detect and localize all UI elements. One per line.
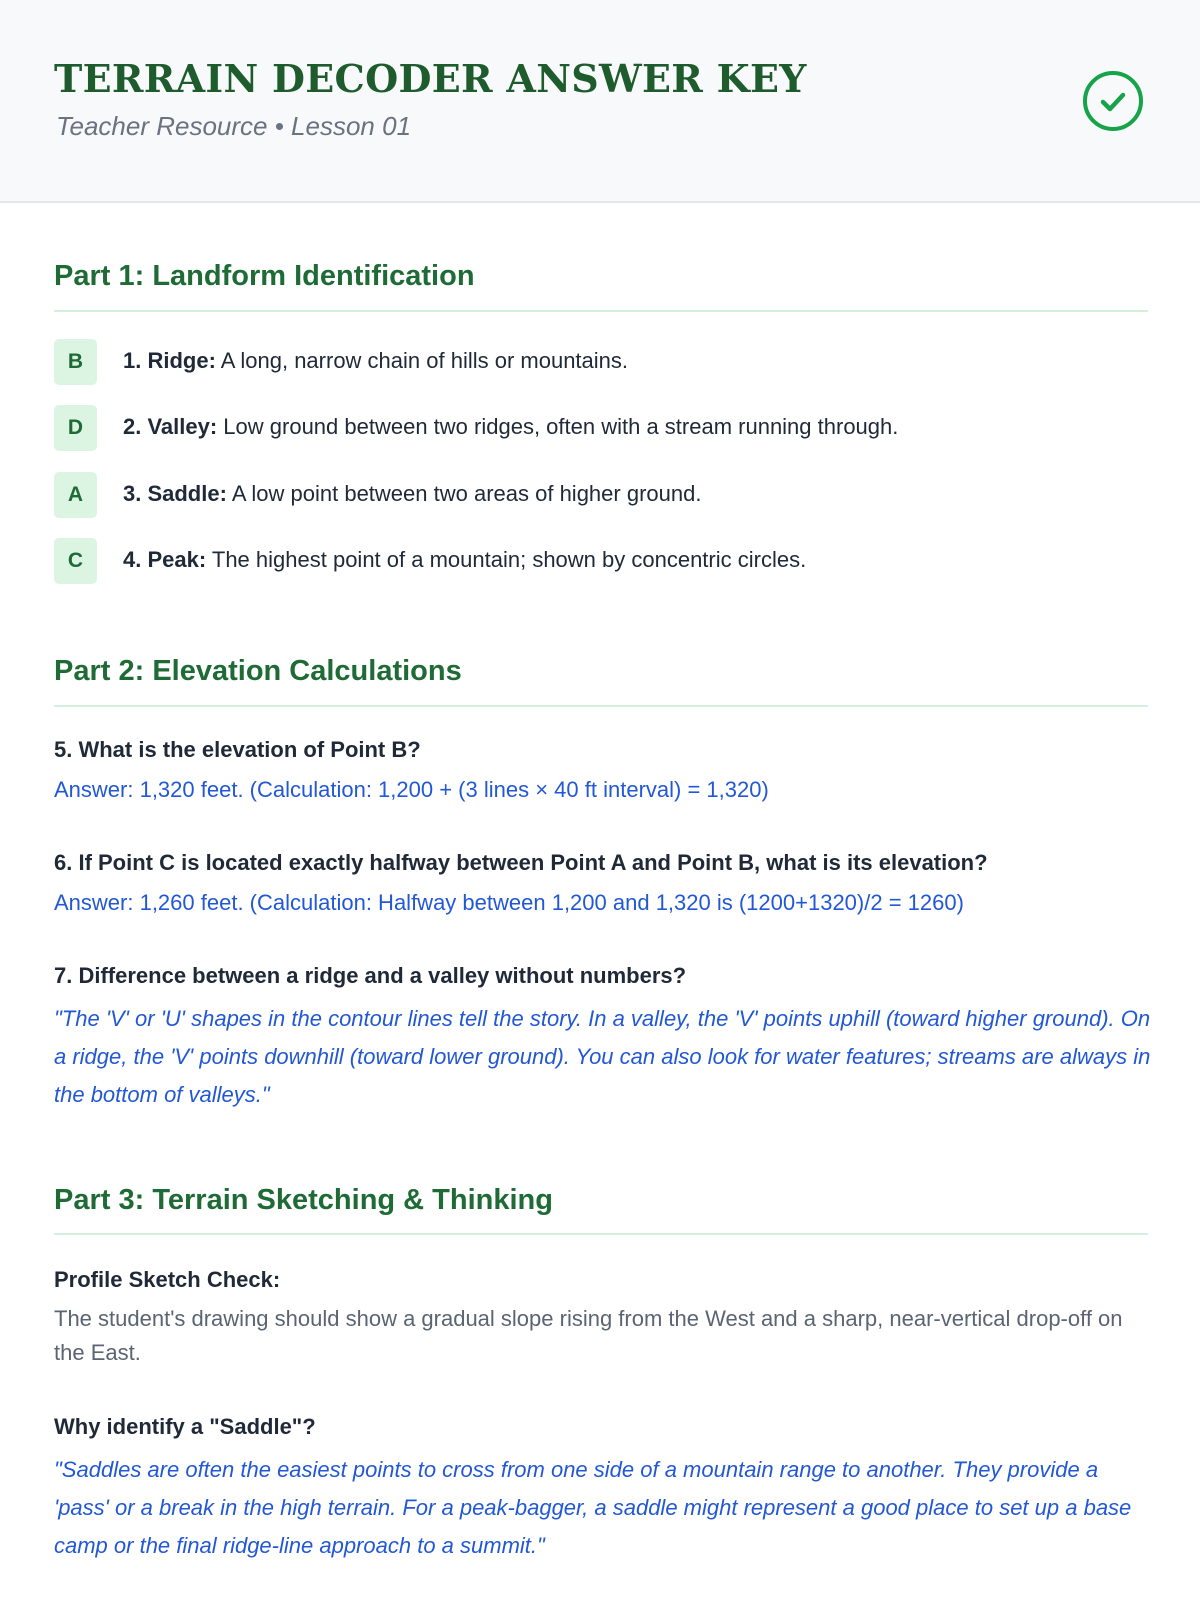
definition: Low ground between two ridges, often with a stream running through. (217, 414, 899, 439)
section-divider (54, 310, 1148, 312)
question-7: 7. Difference between a ridge and a valley without numbers? (54, 963, 687, 988)
check-circle-icon (1082, 70, 1144, 132)
saddle-text: "Saddles are often the easiest points to cross from one side of a mountain range to another. They provide a 'pass' or a break in the high terrain. For a peak-bagger, a saddle might represent a good place to set up a base camp or the final ridge-line approach to a summit." (54, 1457, 1132, 1558)
page-title: TERRAIN DECODER ANSWER KEY (54, 56, 807, 101)
definition: A long, narrow chain of hills or mountains. (215, 348, 629, 373)
definition: A low point between two areas of higher ground. (226, 481, 702, 506)
list-item (54, 405, 1148, 451)
header (0, 0, 1200, 203)
section-divider (54, 1233, 1148, 1235)
answer-7: "The 'V' or 'U' shapes in the contour lines tell the story. In a valley, the 'V' points uphill (toward higher ground). On a ridge, the 'V' points downhill (toward lower ground). You can also look for water features; streams are always in the bottom of valleys." (54, 1006, 1151, 1107)
section-title-part3: Part 3: Terrain Sketching & Thinking (54, 1184, 553, 1216)
section-divider (54, 705, 1148, 707)
sketch-heading: Profile Sketch Check: (54, 1267, 281, 1292)
question-5: 5. What is the elevation of Point B? (54, 737, 421, 762)
saddle-heading: Why identify a "Saddle"? (54, 1414, 316, 1439)
list-item-text (123, 481, 701, 507)
term: 1. Ridge: (123, 348, 216, 373)
answer-badge: A (54, 472, 97, 518)
answer-5: Answer: 1,320 feet. (Calculation: 1,200 + (3 lines × 40 ft interval) = 1,320) (54, 777, 769, 802)
page-subtitle: Teacher Resource • Lesson 01 (56, 111, 412, 141)
section-title-part2: Part 2: Elevation Calculations (54, 655, 462, 687)
answer-badge: D (54, 405, 97, 451)
list-item-text (123, 414, 898, 440)
answer-badge: C (54, 538, 97, 584)
list-item (54, 472, 1148, 518)
term: 2. Valley: (123, 414, 218, 439)
answer-6: Answer: 1,260 feet. (Calculation: Halfway between 1,200 and 1,320 is (1200+1320)/2 = 1260) (54, 890, 964, 915)
term: 4. Peak: (123, 547, 207, 572)
section-title-part1: Part 1: Landform Identification (54, 260, 475, 292)
answer-badge: B (54, 339, 97, 385)
list-item-text (123, 547, 806, 573)
term: 3. Saddle: (123, 481, 227, 506)
definition: The highest point of a mountain; shown by concentric circles. (206, 547, 807, 572)
list-item-text (123, 348, 628, 374)
list-item (54, 538, 1148, 584)
sketch-text: The student's drawing should show a gradual slope rising from the West and a sharp, near-vertical drop-off on the East. (54, 1306, 1123, 1365)
question-6: 6. If Point C is located exactly halfway between Point A and Point B, what is its elevation? (54, 850, 988, 875)
list-item (54, 339, 1148, 385)
